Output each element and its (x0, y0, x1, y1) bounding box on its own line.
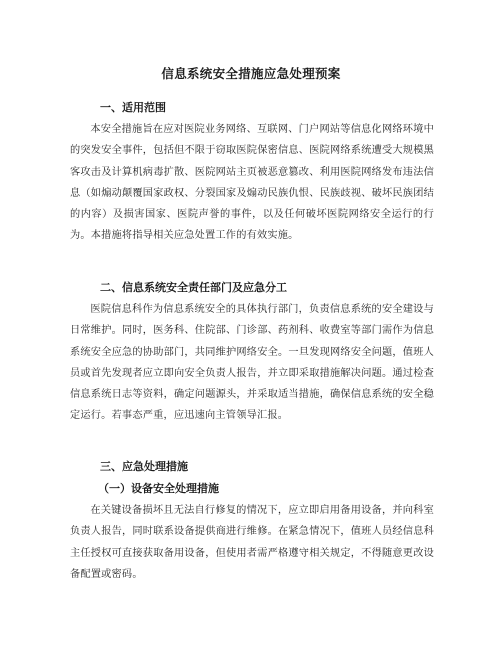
section-paragraph-scope: 本安全措施旨在应对医院业务网络、互联网、门户网站等信息化网络环境中的突发安全事件，包括但不限于窃取医院保密信息、医院网络系统遭受大规模黑客攻击及计算机病毒扩散、医院网站主页被恶意篡改、利用医院网络发布违法信息（如煽动颠覆国家政权、分裂国家及煽动民族仇恨、民族歧视、破坏民族团结的内容）及损害国家、医院声誉的事件，以及任何破坏医院网络安全运行的行为。本措施将指导相关应急处置工作的有效实施。 (70, 124, 434, 242)
section-heading-measures: 三、应急处理措施 (100, 460, 188, 473)
section-heading-scope: 一、适用范围 (100, 101, 166, 114)
section-paragraph-responsibility: 医院信息科作为信息系统安全的具体执行部门，负责信息系统的安全建设与日常维护。同时，医务科、住院部、门诊部、药剂科、收费室等部门需作为信息系统安全应急的协助部门，共同维护网络安全。一旦发现网络安全问题，值班人员或首先发现者应立即向安全负责人报告，并立即采取措施解决问题。通过检查信息系统日志等资料，确定问题源头，并采取适当措施，确保信息系统的安全稳定运行。若事态严重，应迅速向主管领导汇报。 (70, 304, 434, 422)
section-paragraph-equipment: 在关键设备损坏且无法自行修复的情况下，应立即启用备用设备，并向科室负责人报告，同时联系设备提供商进行维修。在紧急情况下，值班人员经信息科主任授权可直接获取备用设备，但使用者需严格遵守相关规定，不得随意更改设备配置或密码。 (70, 505, 434, 580)
document-title: 信息系统安全措施应急处理预案 (161, 66, 341, 81)
section-heading-responsibility: 二、信息系统安全责任部门及应急分工 (100, 281, 287, 294)
subsection-heading-equipment: （一）设备安全处理措施 (98, 482, 219, 495)
